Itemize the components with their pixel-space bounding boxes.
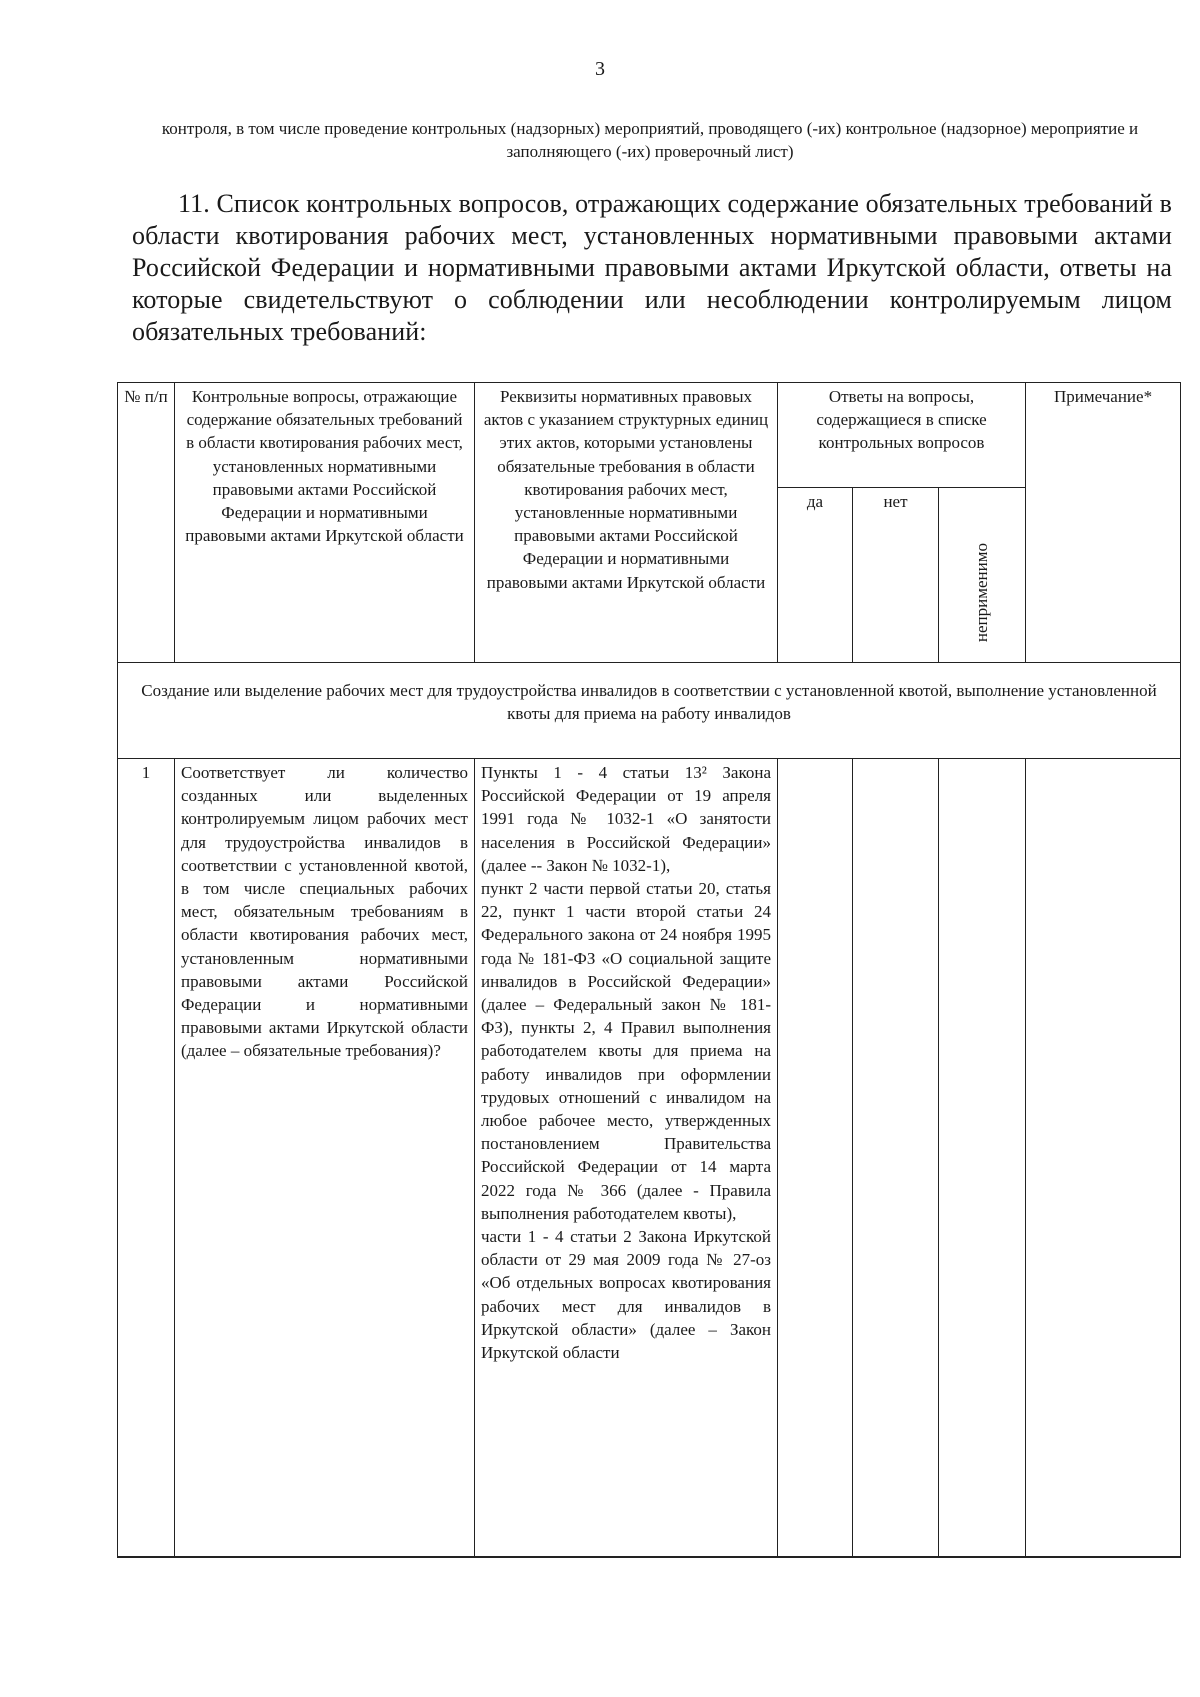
requisite-item: Пункты 1 - 4 статьи 13² Закона Российской Федерации от 19 апреля 1991 года № 1032-1 «О занятости населения в Российской Федерации» (далее -- Закон № 1032-1), [481,763,771,875]
section-heading: 11. Список контрольных вопросов, отражающих содержание обязательных требований в области квотирования рабочих мест, установленных нормативными правовыми актами Российской Федерации и нормативными правовыми актами Иркутской области, ответы на которые свидетельствуют о соблюдении или несоблюдении контролируемым лицом обязательных требований: [132,189,1172,346]
header-question: Контрольные вопросы, отражающие содержание обязательных требований в области квотирования рабочих мест, установленных нормативными правовыми актами Российской Федерации и нормативными правовыми актами Иркутской области [175,383,475,663]
checklist-table [117,382,1181,1558]
section-row [118,663,1181,759]
section-title: Создание или выделение рабочих мест для трудоустройства инвалидов в соответствии с установленной квотой, выполнение установленной квоты для приема на работу инвалидов [118,663,1181,759]
header-not-applicable-cell [939,488,1026,663]
header-num: № п/п [118,383,175,663]
header-yes: да [778,488,853,663]
note-cell[interactable] [1026,759,1181,1557]
answer-not-applicable-cell[interactable] [939,759,1026,1557]
table-row [118,759,1181,1557]
header-requisites: Реквизиты нормативных правовых актов с указанием структурных единиц этих актов, которыми установлены обязательные требования в области квотирования рабочих мест, установленные нормативными правовыми актами Российской Федерации и нормативными правовыми актами Иркутской области [475,383,778,663]
header-row-top [118,383,1181,488]
answer-no-cell[interactable] [853,759,939,1557]
row-question: Соответствует ли количество созданных или выделенных контролируемым лицом рабочих мест для трудоустройства инвалидов в соответствии с установленной квотой, в том числе специальных рабочих мест, обязательным требованиям в области квотирования рабочих мест, установленным нормативными правовыми актами Российской Федерации и нормативными правовыми актами Иркутской области (далее – обязательные требования)? [175,759,475,1557]
requisite-item: части 1 - 4 статьи 2 Закона Иркутской области от 29 мая 2009 года № 27-оз «Об отдельных вопросах квотирования рабочих мест для инвалидов в Иркутской области» (далее – Закон Иркутской области [481,1227,771,1363]
requisite-item: пункт 2 части первой статьи 20, статья 22, пункт 1 части второй статьи 24 Федерального закона от 24 ноября 1995 года № 181-ФЗ «О социальной защите инвалидов в Российской Федерации» (далее – Федеральный закон № 181-ФЗ), пункты 2, 4 Правил выполнения работодателем квоты для приема на работу инвалидов при оформлении трудовых отношений с инвалидом на любое рабочее место, утвержденных постановлением Правительства Российской Федерации от 14 марта 2022 года № 366 (далее - Правила выполнения работодателем квоты), [481,879,771,1223]
header-not-applicable: неприменимо [972,542,992,642]
header-note: Примечание* [1026,383,1181,663]
row-requisites [475,759,778,1557]
row-num: 1 [118,759,175,1557]
answer-yes-cell[interactable] [778,759,853,1557]
header-note: контроля, в том числе проведение контрольных (надзорных) мероприятий, проводящего (-их) контрольное (надзорное) мероприятие и заполняющего (-их) проверочный лист) [161,119,1139,161]
page-number: 3 [595,58,605,80]
header-no: нет [853,488,939,663]
header-answers: Ответы на вопросы, содержащиеся в списке контрольных вопросов [778,383,1026,488]
